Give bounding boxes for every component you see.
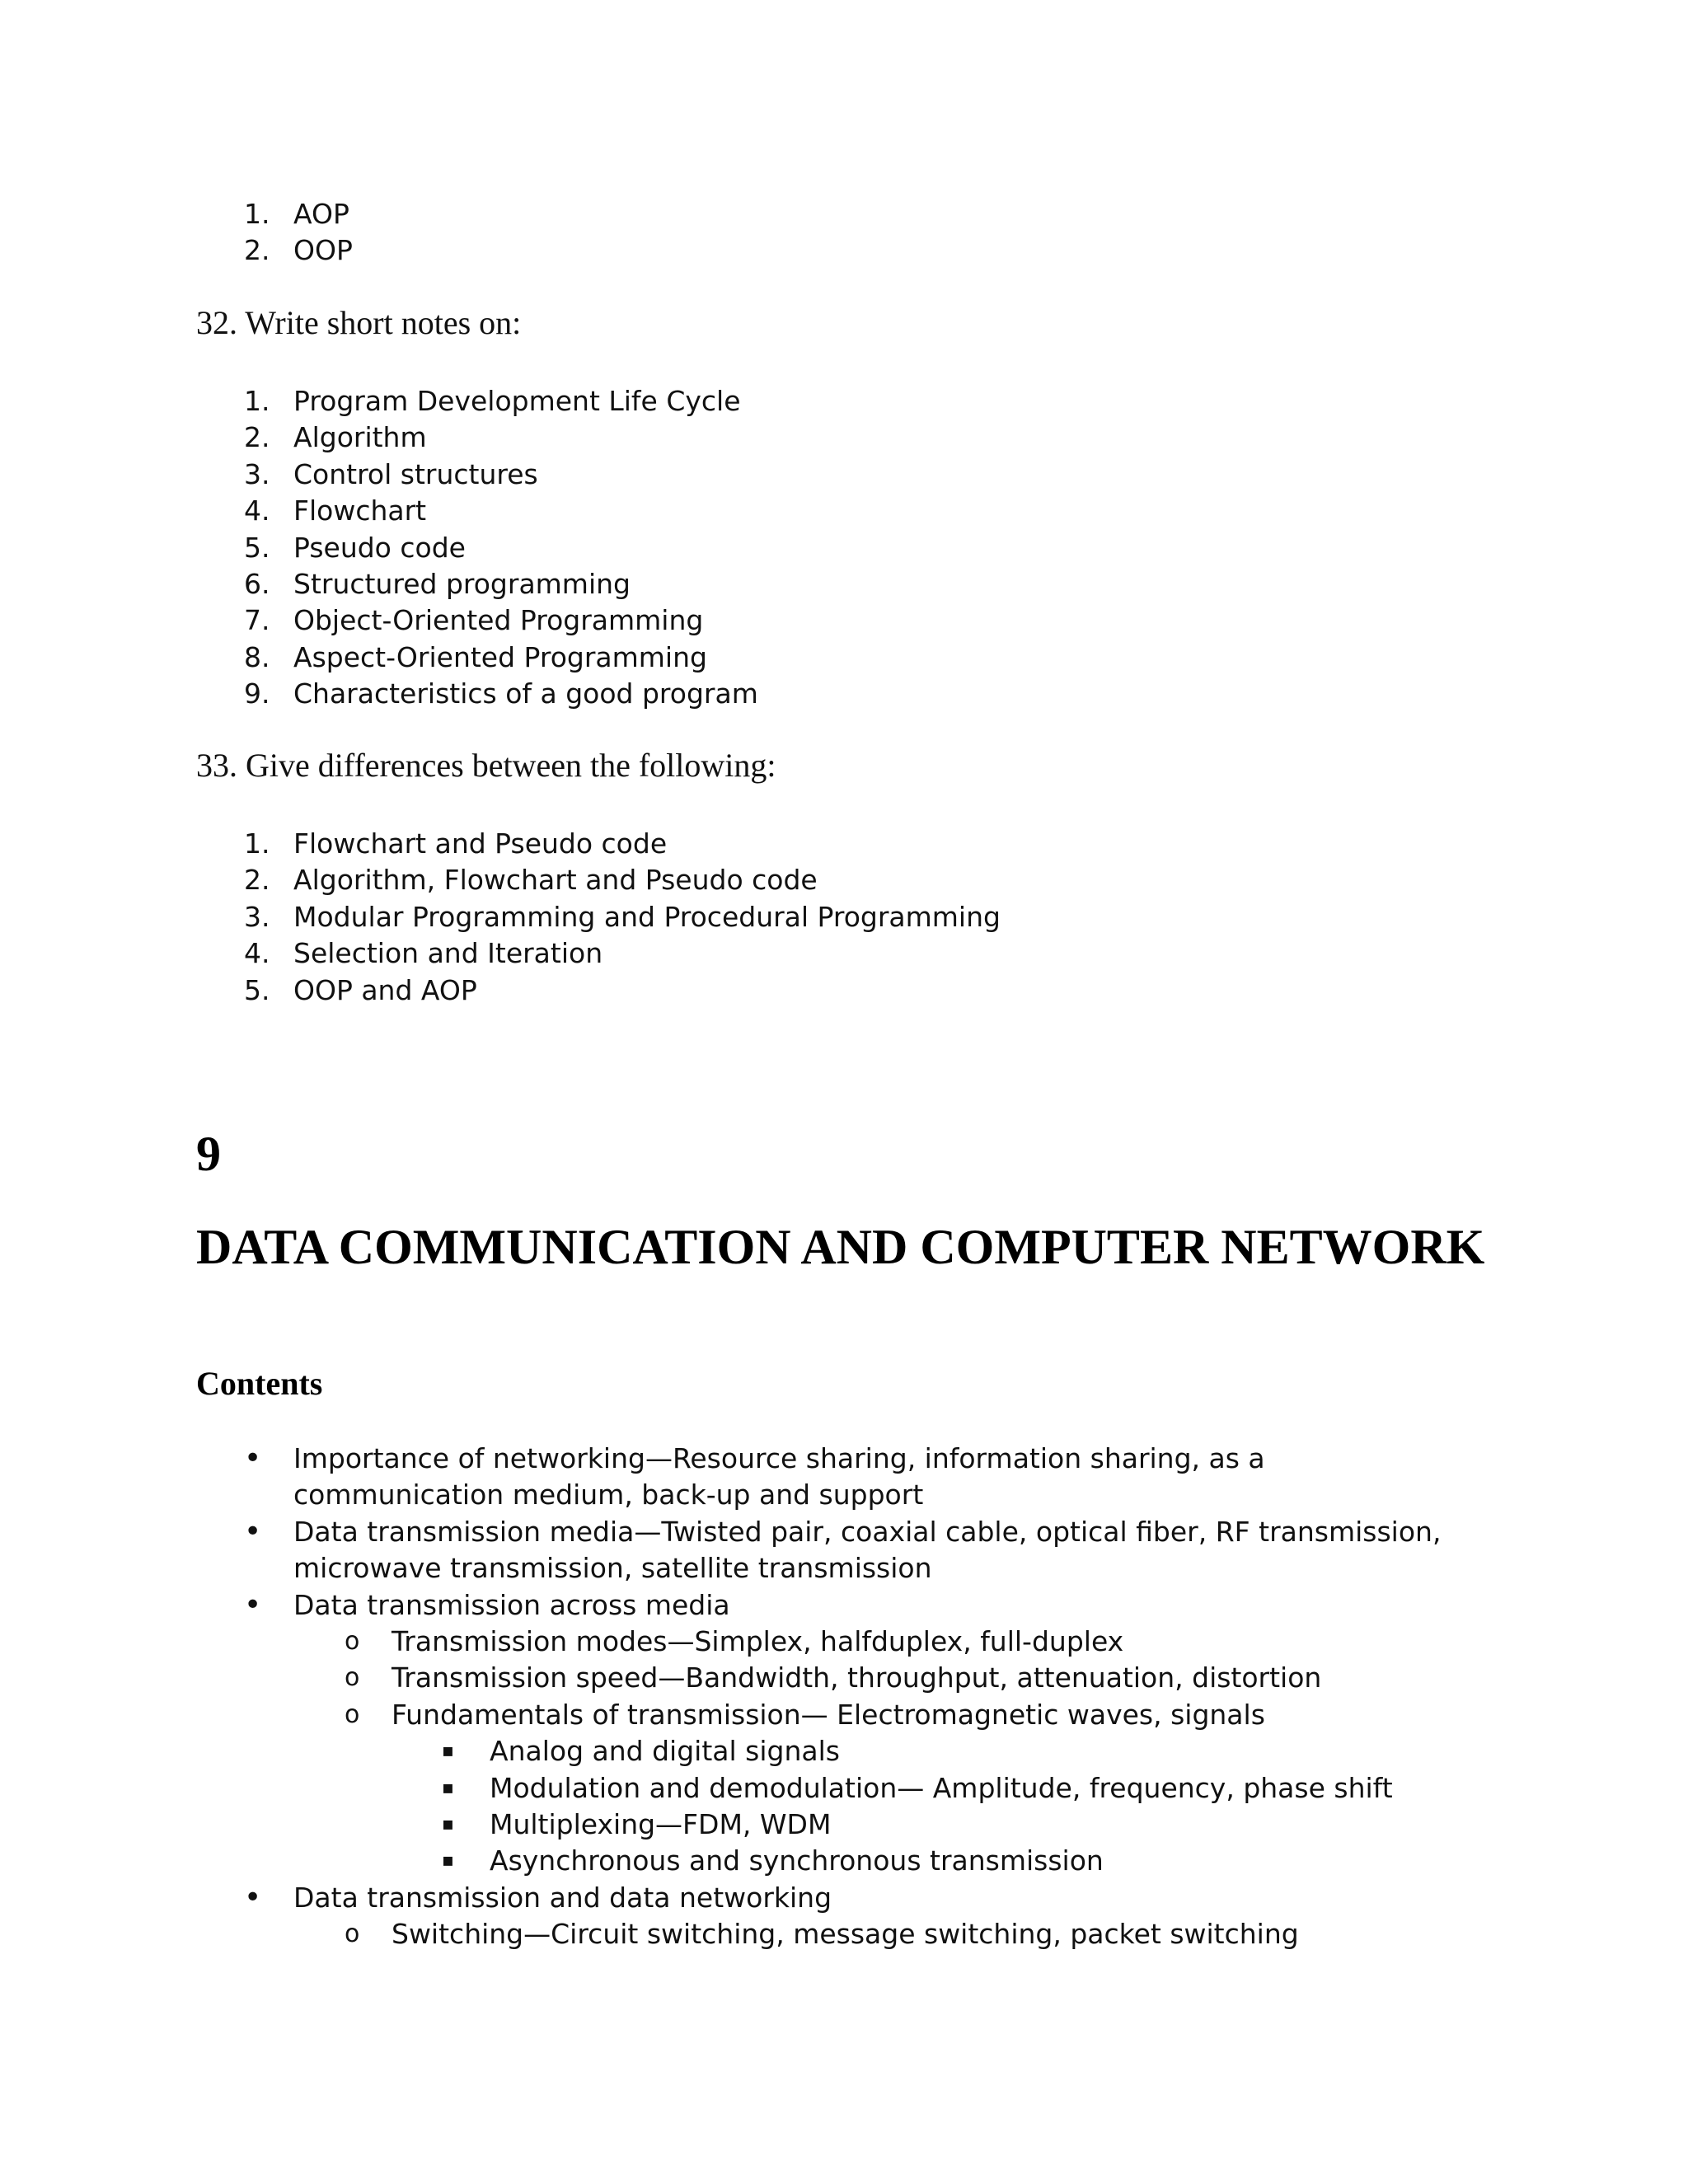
- chapter-title: DATA COMMUNICATION AND COMPUTER NETWORK: [196, 1220, 1485, 1274]
- circle-bullet-icon: o: [345, 1663, 360, 1693]
- outline-subsubitem: [0, 1733, 1688, 1769]
- outline-text: Data transmission and data networking: [293, 1881, 832, 1914]
- item-text: Control structures: [293, 457, 538, 490]
- item-number: 4.: [244, 937, 270, 970]
- item-text: Object-Oriented Programming: [293, 604, 704, 637]
- outline-text: Transmission speed—Bandwidth, throughput, attenuation, distortion: [392, 1661, 1322, 1694]
- item-text: Characteristics of a good program: [293, 677, 758, 710]
- item-text: Modular Programming and Procedural Programming: [293, 900, 1001, 933]
- outline-text: Data transmission media—Twisted pair, coaxial cable, optical fiber, RF transmission, microwave transmission, satellite transmission: [293, 1515, 1442, 1585]
- outline-text: Transmission modes—Simplex, halfduplex, full-duplex: [392, 1625, 1124, 1658]
- square-bullet-icon: ▪: [442, 1777, 454, 1798]
- outline-text: Data transmission across media: [293, 1588, 730, 1621]
- item-number: 2.: [244, 421, 270, 454]
- outline-text: Modulation and demodulation— Amplitude, frequency, phase shift: [490, 1771, 1393, 1804]
- square-bullet-icon: ▪: [442, 1814, 454, 1835]
- outline-text: Analog and digital signals: [490, 1735, 840, 1768]
- item-text: Selection and Iteration: [293, 937, 603, 970]
- item-number: 9.: [244, 677, 270, 710]
- item-text: Algorithm, Flowchart and Pseudo code: [293, 864, 818, 897]
- item-text: Structured programming: [293, 567, 631, 600]
- item-number: 1.: [244, 198, 270, 230]
- item-number: 4.: [244, 494, 270, 527]
- outline-text: Importance of networking—Resource sharing, information sharing, as a communication medium, back-up and support: [293, 1442, 1265, 1511]
- question-32-heading: 32. Write short notes on:: [196, 304, 522, 341]
- outline-text: Switching—Circuit switching, message switching, packet switching: [392, 1918, 1299, 1951]
- circle-bullet-icon: o: [345, 1627, 360, 1657]
- outline-subitem: [0, 1697, 1688, 1733]
- circle-bullet-icon: o: [345, 1699, 360, 1729]
- item-text: Pseudo code: [293, 531, 466, 564]
- question-33-heading: 33. Give differences between the following:: [196, 747, 776, 784]
- circle-bullet-icon: o: [345, 1919, 360, 1949]
- outline-item: [0, 1587, 1688, 1624]
- item-text: Program Development Life Cycle: [293, 385, 741, 417]
- contents-outline: [0, 1441, 1688, 1953]
- outline-subitem: [0, 1624, 1688, 1660]
- bullet-icon: •: [244, 1514, 262, 1549]
- outline-subsubitem: [0, 1843, 1688, 1879]
- item-text: OOP and AOP: [293, 973, 477, 1006]
- item-number: 1.: [244, 385, 270, 417]
- item-text: AOP: [293, 198, 349, 230]
- item-number: 3.: [244, 457, 270, 490]
- outline-subsubitem: [0, 1770, 1688, 1807]
- bullet-icon: •: [244, 1587, 262, 1622]
- outline-subsubitem: [0, 1807, 1688, 1843]
- bullet-icon: •: [244, 1880, 262, 1915]
- square-bullet-icon: ▪: [442, 1850, 454, 1872]
- item-text: Algorithm: [293, 421, 427, 454]
- item-number: 5.: [244, 531, 270, 564]
- square-bullet-icon: ▪: [442, 1741, 454, 1762]
- item-number: 2.: [244, 234, 270, 267]
- bullet-icon: •: [244, 1441, 262, 1475]
- item-number: 7.: [244, 604, 270, 637]
- item-number: 2.: [244, 864, 270, 897]
- item-text: OOP: [293, 234, 353, 267]
- outline-item: [0, 1880, 1688, 1916]
- outline-subitem: [0, 1916, 1688, 1952]
- chapter-number: 9: [196, 1127, 221, 1181]
- item-number: 3.: [244, 900, 270, 933]
- contents-heading: Contents: [196, 1365, 323, 1402]
- item-text: Aspect-Oriented Programming: [293, 640, 707, 673]
- item-text: Flowchart: [293, 494, 427, 527]
- item-number: 6.: [244, 567, 270, 600]
- outline-text: Multiplexing—FDM, WDM: [490, 1808, 832, 1841]
- item-text: Flowchart and Pseudo code: [293, 827, 668, 860]
- outline-text: Asynchronous and synchronous transmission: [490, 1844, 1104, 1877]
- outline-item: [0, 1441, 1688, 1514]
- item-number: 5.: [244, 973, 270, 1006]
- item-number: 1.: [244, 827, 270, 860]
- item-number: 8.: [244, 640, 270, 673]
- outline-subitem: [0, 1660, 1688, 1696]
- outline-text: Fundamentals of transmission— Electromagnetic waves, signals: [392, 1698, 1265, 1731]
- outline-item: [0, 1514, 1688, 1587]
